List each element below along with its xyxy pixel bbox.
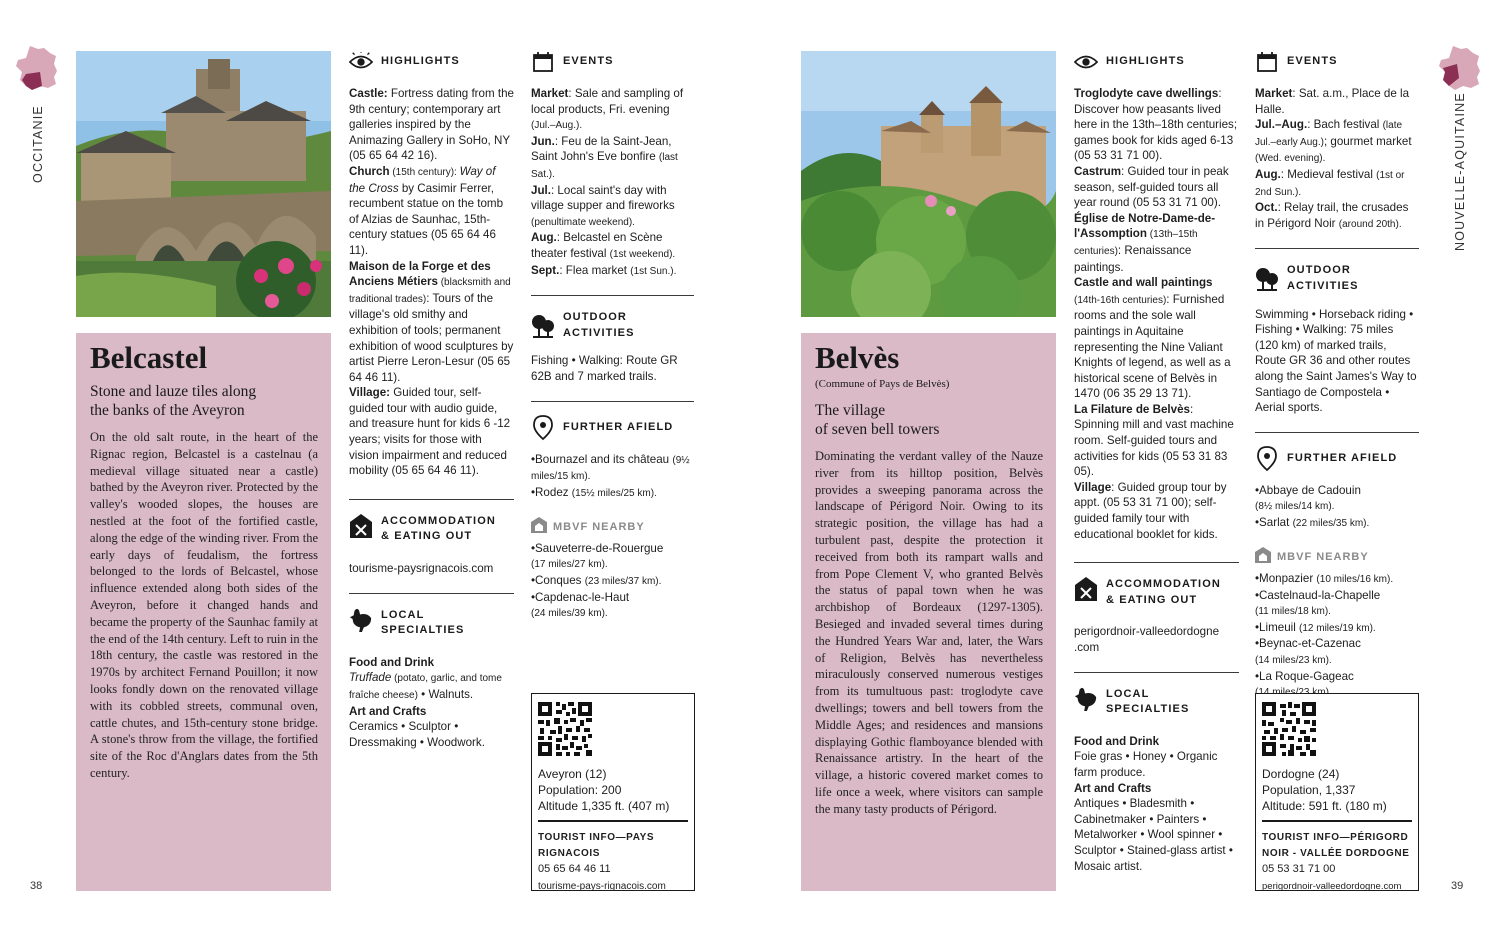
text: •Bournazel and its château — [531, 452, 673, 466]
label: Castrum — [1074, 164, 1122, 178]
event-item — [1255, 167, 1419, 200]
label: Aug. — [531, 231, 557, 245]
divider — [349, 593, 514, 594]
town-name-belcastel: Belcastel — [90, 340, 208, 375]
rooster-icon — [1074, 687, 1098, 711]
accommodation-title — [381, 514, 496, 545]
fork-knife-house-icon — [1074, 577, 1098, 601]
accommodation-text: tourisme-paysrignacois.com — [349, 562, 494, 576]
food-text: Foie gras • Honey • Organic farm produce. — [1074, 750, 1218, 779]
fork-knife-house-icon — [349, 514, 373, 538]
label: Village: — [349, 386, 391, 400]
france-map-icon — [14, 44, 60, 97]
highlight-village — [1074, 480, 1239, 542]
divider — [538, 820, 688, 822]
text: : Belcastel en Scène theater festival — [531, 231, 663, 260]
note: (11 miles/18 km). — [1255, 606, 1331, 618]
text: : Renaissance paintings. — [1074, 243, 1192, 274]
mbvf-title: MBVF NEARBY — [553, 521, 645, 534]
text: •Beynac-et-Cazenac — [1255, 637, 1361, 651]
text: : Tours of the village's old smithy and exhibition of tools; permanent exhibition of wood sculptures by artist Pierre Leron-Lesur (05 65 64 46 11). — [349, 291, 514, 384]
qr-code-icon[interactable] — [1262, 702, 1412, 760]
village-stats — [1262, 766, 1412, 814]
divider — [349, 499, 514, 500]
nearby-item — [1255, 571, 1419, 588]
qr-code-icon[interactable] — [538, 702, 688, 760]
tagline-line-2: of seven bell towers — [815, 421, 940, 438]
note: (Jul.–Aug.). — [531, 120, 583, 132]
highlights-heading-left — [349, 50, 514, 74]
france-map-icon — [1437, 44, 1483, 97]
arts-text: Ceramics • Sculptor • Dressmaking • Woodwork. — [349, 720, 485, 749]
event-item — [1255, 200, 1419, 232]
outdoor-text: Swimming • Horseback riding • Fishing • Walking: 75 miles (120 km) of marked trails, Route GR 36 and other routes along the Saint James's Way to Santiago de Compostela • Aerial sports. — [1255, 307, 1417, 415]
mbvf-logo-icon — [1255, 547, 1271, 569]
title-line-1: ACCOMMODATION — [1106, 578, 1221, 591]
highlights-heading-right — [1074, 50, 1239, 74]
text: : Flea market — [559, 263, 631, 277]
highlight-filature — [1074, 402, 1239, 480]
text: : Guided tour in peak season, self-guided tours all year round (05 53 31 71 00). — [1074, 164, 1229, 210]
events-list — [1255, 86, 1419, 232]
text: : Furnished rooms and the sole wall paintings in Aquitaine representing the Nine Valiant Knights of legend, as well as a historical scene of Belvès in 1470 (06 35 29 13 71). — [1074, 292, 1231, 401]
further-title: FURTHER AFIELD — [563, 420, 674, 433]
text: : Spinning mill and vast machine room. Self-guided tours and activities for kids (05 53 31 83 05). — [1074, 402, 1234, 479]
outdoor-title: OUTDOOR ACTIVITIES — [563, 311, 635, 339]
tagline-belves — [815, 401, 1045, 439]
highlight-castle — [1074, 275, 1239, 402]
note: (23 miles/37 km). — [584, 576, 662, 588]
text: •La Roque-Gageac — [1255, 669, 1354, 683]
divider — [1255, 432, 1419, 433]
accommodation-heading-left — [349, 514, 514, 545]
note: (late Jul.–early Aug.) — [1255, 120, 1403, 148]
map-pin-icon — [1255, 447, 1279, 471]
map-pin-icon — [531, 416, 555, 440]
text: •Conques — [531, 574, 585, 588]
label: Aug. — [1255, 167, 1281, 181]
outdoor-text: Fishing • Walking: Route GR 62B and 7 marked trails. — [531, 354, 678, 383]
belcastel-photo — [76, 51, 331, 317]
outdoor-heading-right — [1255, 263, 1419, 294]
title-line-1: ACCOMMODATION — [381, 514, 496, 527]
village-stats — [538, 766, 688, 814]
eye-icon — [349, 50, 373, 74]
note: (22 miles/35 km). — [1292, 517, 1370, 529]
nearby-item — [531, 573, 694, 590]
further-item — [1255, 483, 1419, 515]
town-name-belves: Belvès — [815, 340, 900, 375]
italic: Truffade — [349, 671, 392, 685]
highlight-eglise — [1074, 211, 1239, 275]
note: (12 miles/19 km). — [1299, 622, 1376, 634]
mbvf-heading-right — [1255, 547, 1419, 569]
local-heading-right — [1074, 687, 1239, 718]
further-heading-right — [1255, 447, 1419, 471]
italic: Way of the Cross — [349, 164, 496, 195]
accommodation-heading-right — [1074, 577, 1239, 608]
text: : Feu de la Saint-Jean, Saint John's Eve bonfire — [531, 134, 672, 164]
note: (potato, garlic, and tome fraîche cheese) — [349, 673, 502, 701]
department: Aveyron (12) — [538, 767, 607, 781]
note: (10 miles/16 km). — [1316, 574, 1394, 586]
label: Church — [349, 164, 390, 178]
tourist-info-title: TOURIST INFO—PAYS — [538, 832, 655, 843]
text: : Bach festival — [1307, 118, 1383, 132]
nearby-item — [1255, 620, 1419, 637]
region-label-right: NOUVELLE-AQUITAINE — [1453, 92, 1467, 251]
further-item — [1255, 515, 1419, 532]
tourist-info-title: TOURIST INFO—PÉRIGORD — [1262, 832, 1409, 843]
label: Market — [531, 87, 569, 100]
text-line-2: .com — [1074, 641, 1100, 654]
events-list — [531, 86, 694, 279]
population: Population, 1,337 — [1262, 783, 1356, 797]
food-text — [349, 670, 514, 703]
tourist-info-phone: 05 65 64 46 11 — [538, 863, 611, 875]
altitude: Altitude 1,335 ft. (407 m) — [538, 799, 670, 813]
nearby-item — [531, 541, 694, 573]
further-item — [531, 452, 694, 485]
text: • Walnuts. — [417, 688, 474, 701]
nearby-item — [1255, 636, 1419, 668]
label: Castle and wall paintings — [1074, 276, 1213, 290]
outdoor-heading-left — [531, 310, 694, 341]
note: (last Sat.). — [531, 152, 678, 180]
label: La Filature de Belvès — [1074, 402, 1190, 416]
text: •Limeuil — [1255, 620, 1300, 634]
left-column-1 — [349, 50, 514, 750]
divider — [1262, 820, 1412, 822]
event-item — [531, 230, 694, 262]
label: Castle: — [349, 87, 388, 100]
event-item — [1255, 86, 1419, 117]
label: Jul. — [531, 183, 551, 197]
note: (blacksmith and traditional trades) — [349, 277, 511, 305]
intro-text-belves: Dominating the verdant valley of the Nauze river from its hilltop position, Belvès provides a sweeping panorama across the landscape of Périgord Noir. Owing to its strategic position, the village has had a turbulent past, despite the protection it received from both its rampart walls and from Pope Clement V, who granted Belvès the status of papal town when he was archbishop of Bordeaux (1297-1305). Besieged and invaded several times during the Hundred Years War and, later, the Wars of Religion, Belvès has nevertheless miraculously conserved numerous vestiges from its tumultuous past: troglodyte cave dwellings; towers and bell towers from the Middle Ages; and residences and mansions displaying Gothic flamboyance blended with Renaissance artistry. In the heart of the village, a historic covered market comes to life once a week, where visitors can sample the many tasty products of Périgord. — [815, 449, 1043, 816]
divider — [1074, 672, 1239, 673]
population: Population: 200 — [538, 783, 622, 797]
text: : Relay trail, the crusades in Périgord Noir — [1255, 201, 1409, 230]
tourist-info-url[interactable]: tourisme-pays-rignacois.com — [538, 881, 666, 892]
label: Église de Notre-Dame-de-l'Assomption — [1074, 211, 1216, 241]
food-label: Food and Drink — [349, 655, 435, 669]
intro-text-belcastel: On the old salt route, in the heart of the Rignac region, Belcastel is a castelnau (a medieval village situated near a castle) bathed by the Aveyron river. Protected by the valley's wooded slopes, the houses are nestled at the foot of the fortified castle, along the edge of the winding river. From the early days of feudalism, the fortress belonged to the lords of Belcastel, whose influence extended along both sides of the Aveyron, before it changed hands and became the property of the Saunhac family at the end of the 14th century. Left to ruin in the 18th century, the castle was restored in the 1970s by architect Fernand Pouillon; it now looks fondly down on the renovated village with its cobbled streets, communal oven, cattle chutes, and 15th-century stone bridge. A stone's throw from the village, the fortified site of the Roc d'Anglars dates from the 5th century. — [90, 430, 318, 780]
left-column-2 — [531, 50, 694, 622]
nearby-item — [1255, 588, 1419, 620]
label: Oct. — [1255, 201, 1278, 215]
label: Market — [1255, 87, 1293, 100]
event-item — [531, 86, 694, 134]
mbvf-heading-left — [531, 517, 694, 539]
label: Village — [1074, 480, 1112, 494]
tagline-line-2: the banks of the Aveyron — [90, 402, 245, 419]
highlights-title: HIGHLIGHTS — [1106, 55, 1185, 68]
highlight-troglodyte — [1074, 86, 1239, 164]
mbvf-logo-icon — [531, 517, 547, 539]
text: : Sale and sampling of local products, Fri. evening — [531, 87, 684, 116]
note-2: (Wed. evening). — [1255, 153, 1326, 165]
divider — [531, 401, 694, 402]
event-item — [1255, 117, 1419, 167]
note: (8½ miles/14 km). — [1255, 501, 1335, 513]
text-2: ; gourmet market — [1323, 134, 1412, 148]
text: •Sarlat — [1255, 515, 1293, 529]
info-box-right — [1255, 693, 1419, 891]
text: : Local saint's day with village supper and fireworks — [531, 183, 675, 213]
highlight-castle — [349, 86, 514, 164]
highlight-maison — [349, 259, 514, 386]
title-line-2: & EATING OUT — [381, 530, 473, 543]
note: (1st or 2nd Sun.). — [1255, 169, 1405, 198]
note: (around 20th). — [1338, 218, 1402, 230]
title-line-2: SPECIALTIES — [381, 624, 465, 637]
further-heading-left — [531, 416, 694, 440]
title-line-1: LOCAL — [381, 608, 425, 621]
divider — [531, 295, 694, 296]
highlight-church — [349, 164, 514, 259]
nearby-item — [531, 590, 694, 622]
title-line-1: LOCAL — [1106, 687, 1150, 700]
note: (15th century): — [389, 166, 460, 178]
events-heading-right — [1255, 50, 1419, 74]
tagline-line-1: Stone and lauze tiles along — [90, 383, 257, 400]
divider — [1255, 248, 1419, 249]
text: •Capdenac-le-Haut — [531, 590, 630, 604]
department: Dordogne (24) — [1262, 767, 1340, 781]
text-line-1: perigordnoir-valleedordogne — [1074, 625, 1220, 639]
region-label-left: OCCITANIE — [31, 105, 45, 183]
highlight-castrum — [1074, 164, 1239, 211]
label: Troglodyte cave dwellings — [1074, 87, 1219, 100]
tourist-info-title-2: RIGNACOIS — [538, 847, 601, 859]
commune-name: (Commune of Pays de Belvès) — [815, 378, 950, 390]
text: •Sauveterre-de-Rouergue — [531, 541, 664, 555]
note: (17 miles/27 km). — [531, 559, 608, 571]
page-number-right: 39 — [1451, 880, 1464, 892]
text: •Rodez — [531, 485, 572, 499]
tree-icon — [1255, 267, 1279, 291]
text: : Medieval festival — [1280, 167, 1377, 181]
tourist-info-phone: 05 53 31 71 00 — [1262, 863, 1336, 875]
note: (14 miles/23 km). — [1255, 655, 1332, 667]
note: (1st weekend). — [609, 248, 676, 260]
local-title — [1106, 687, 1189, 718]
mbvf-title: MBVF NEARBY — [1277, 551, 1369, 564]
tagline-line-1: The village — [815, 402, 886, 419]
text: : Discover how peasants lived here in the 13th–18th centuries; games book for kids aged 6-13 (05 53 31 71 00). — [1074, 87, 1238, 163]
calendar-icon — [1255, 50, 1279, 74]
text: •Castelnaud-la-Chapelle — [1255, 588, 1381, 602]
note: (14th-16th centuries) — [1074, 294, 1167, 306]
right-column-1 — [1074, 50, 1239, 874]
event-item — [531, 263, 694, 280]
text: •Abbaye de Cadouin — [1255, 483, 1361, 497]
arts-label: Art and Crafts — [1074, 781, 1152, 795]
label: Sept. — [531, 263, 560, 277]
note: (24 miles/39 km). — [531, 608, 608, 620]
event-item — [531, 183, 694, 231]
arts-text: Antiques • Bladesmith • Cabinetmaker • Painters • Metalworker • Wool spinner • Sculptor • Stained-glass artist • Mosaic artist. — [1074, 797, 1233, 873]
local-heading-left — [349, 608, 514, 639]
label: Maison de la Forge et des Anciens Métiers — [349, 259, 491, 289]
note: (15½ miles/25 km). — [571, 487, 657, 499]
text: : Guided group tour by appt. (05 53 31 71 00); self-guided family tour with educational booklet for kids. — [1074, 480, 1227, 541]
title-line-2: SPECIALTIES — [1106, 703, 1190, 716]
altitude: Altitude: 591 ft. (180 m) — [1262, 799, 1387, 813]
label: Jul.–Aug. — [1255, 118, 1308, 132]
outdoor-title: OUTDOOR ACTIVITIES — [1287, 264, 1359, 292]
tree-icon — [531, 314, 555, 338]
further-title: FURTHER AFIELD — [1287, 451, 1398, 464]
eye-icon — [1074, 50, 1098, 74]
text: Fortress dating from the 9th century; contemporary art galleries inspired by the Animazing Gallery in SoHo, NY (05 65 64 42 16). — [349, 87, 514, 163]
accommodation-title — [1106, 577, 1221, 608]
highlights-title: HIGHLIGHTS — [381, 55, 460, 68]
tourist-info-title-2: NOIR - VALLÉE DORDOGNE — [1262, 847, 1410, 859]
further-item — [531, 485, 694, 502]
events-heading-left — [531, 50, 694, 74]
arts-label: Art and Crafts — [349, 704, 427, 718]
text: Guided tour, self-guided tour with audio guide, and treasure hunt for kids 6 -12 years; visits for those with vision impairment and reduced mobility (05 65 64 46 11). — [349, 386, 511, 478]
note: (penultimate weekend). — [531, 216, 635, 228]
title-line-2: & EATING OUT — [1106, 593, 1198, 606]
note: (1st Sun.). — [630, 265, 677, 277]
highlight-village — [349, 385, 514, 479]
local-title — [381, 608, 464, 639]
text: : Sat. a.m., Place de la Halle. — [1255, 87, 1410, 116]
rooster-icon — [349, 608, 373, 632]
tagline-belcastel — [90, 382, 320, 420]
tourist-info-url[interactable]: perigordnoir-valleedordogne.com — [1262, 881, 1402, 892]
note: (9½ miles/15 km). — [531, 454, 690, 483]
divider — [1074, 562, 1239, 563]
info-box-left — [531, 693, 695, 891]
label: Jun. — [531, 134, 555, 148]
calendar-icon — [531, 50, 555, 74]
right-column-2 — [1255, 50, 1419, 717]
event-item — [531, 134, 694, 183]
text: by Casimir Ferrer, recumbent statue on the tomb of Alzias de Saunhac, 15th-century statues (05 65 64 46 11). — [349, 181, 504, 257]
accommodation-text — [1074, 624, 1239, 655]
events-title: EVENTS — [1287, 55, 1338, 68]
food-label: Food and Drink — [1074, 734, 1160, 748]
page-number-left: 38 — [30, 880, 43, 892]
events-title: EVENTS — [563, 55, 614, 68]
note: (13th–15th centuries) — [1074, 229, 1198, 257]
text: •Monpazier — [1255, 572, 1317, 586]
belves-photo — [801, 51, 1056, 317]
